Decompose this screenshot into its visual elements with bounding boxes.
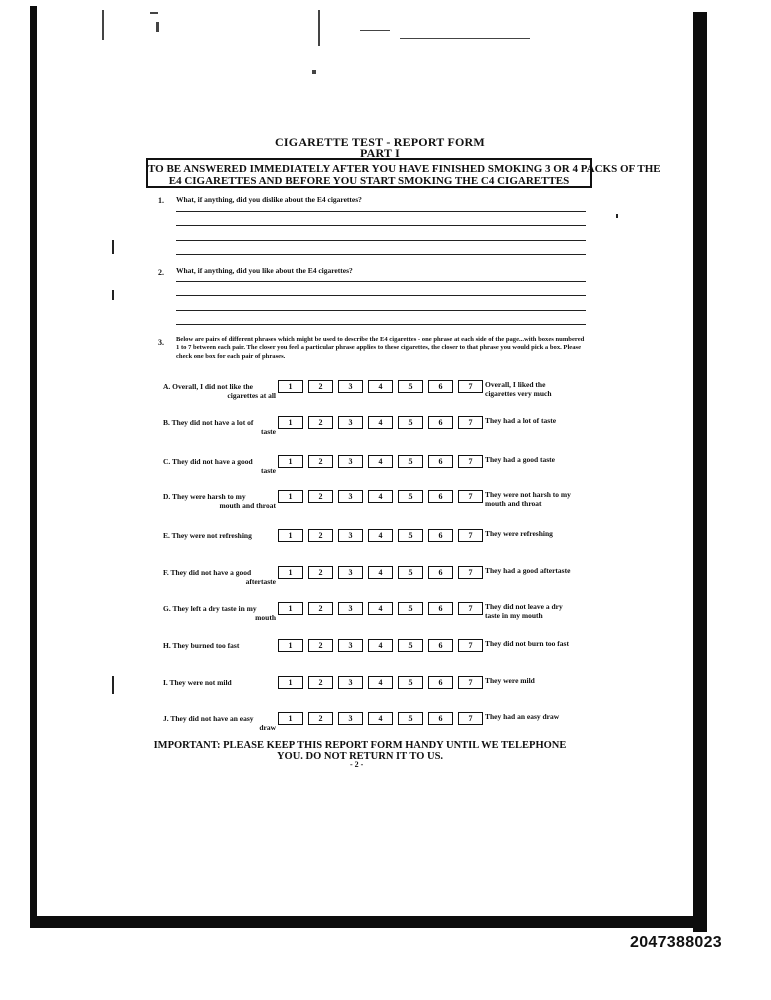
rating-checkbox-4[interactable]: 4 [368, 639, 393, 652]
rating-checkbox-4[interactable]: 4 [368, 602, 393, 615]
rating-scale [278, 490, 486, 508]
rating-checkbox-7[interactable]: 7 [458, 416, 483, 429]
rating-checkbox-7[interactable]: 7 [458, 639, 483, 652]
rating-right-phrase [485, 639, 615, 648]
rating-left-line-1 [163, 568, 251, 577]
rating-left-phrase [160, 712, 278, 736]
rating-left-line-1 [163, 678, 232, 687]
instruction-line-1: TO BE ANSWERED IMMEDIATELY AFTER YOU HAVE FINISHED SMOKING 3 OR 4 PACKS OF THE [148, 163, 661, 175]
answer-line[interactable] [176, 240, 586, 241]
rating-left-line-1 [163, 382, 253, 391]
rating-checkbox-6[interactable]: 6 [428, 566, 453, 579]
rating-checkbox-7[interactable]: 7 [458, 566, 483, 579]
rating-left-line-2: mouth and throat [219, 501, 276, 510]
rating-left-text: They did not have a lot of [171, 418, 254, 427]
rating-left-line-1 [163, 418, 253, 427]
rating-left-line-2: mouth [255, 613, 276, 622]
rating-scale [278, 380, 486, 398]
rating-left-phrase [160, 380, 278, 404]
rating-checkbox-2[interactable]: 2 [308, 490, 333, 503]
rating-left-text: They left a dry taste in my [172, 604, 257, 613]
rating-checkbox-6[interactable]: 6 [428, 416, 453, 429]
rating-left-phrase [160, 566, 278, 590]
rating-row [160, 490, 600, 514]
rating-left-line-2: taste [261, 427, 276, 436]
rating-checkbox-3[interactable]: 3 [338, 416, 363, 429]
rating-right-line-1: Overall, I liked the [485, 380, 546, 389]
rating-scale [278, 602, 486, 620]
footer-line-2: YOU. DO NOT RETURN IT TO US. [276, 751, 444, 762]
rating-left-line-1 [163, 531, 252, 540]
rating-checkbox-7[interactable]: 7 [458, 602, 483, 615]
rating-checkbox-4[interactable]: 4 [368, 712, 393, 725]
rating-right-phrase [485, 529, 615, 538]
rating-left-phrase [160, 416, 278, 440]
answer-line[interactable] [176, 324, 586, 325]
rating-checkbox-7[interactable]: 7 [458, 380, 483, 393]
rating-left-text: They did not have a good [172, 457, 253, 466]
rating-checkbox-3[interactable]: 3 [338, 490, 363, 503]
rating-row [160, 416, 600, 440]
rating-left-line-2: aftertaste [245, 577, 276, 586]
question-2-text: What, if anything, did you like about the E4 cigarettes? [176, 266, 353, 275]
rating-right-phrase [485, 490, 615, 508]
question-2-number: 2. [158, 268, 164, 277]
rating-row [160, 676, 600, 700]
rating-checkbox-5[interactable]: 5 [398, 380, 423, 393]
rating-scale [278, 566, 486, 584]
rating-checkbox-1[interactable]: 1 [278, 490, 303, 503]
rating-left-text: They burned too fast [172, 641, 240, 650]
rating-checkbox-7[interactable]: 7 [458, 490, 483, 503]
rating-checkbox-5[interactable]: 5 [398, 712, 423, 725]
rating-checkbox-6[interactable]: 6 [428, 380, 453, 393]
rating-checkbox-5[interactable]: 5 [398, 602, 423, 615]
rating-right-phrase [485, 566, 615, 575]
rating-letter: B. [163, 418, 170, 427]
rating-row [160, 529, 600, 553]
rating-checkbox-6[interactable]: 6 [428, 529, 453, 542]
rating-checkbox-5[interactable]: 5 [398, 676, 423, 689]
form-title: CIGARETTE TEST - REPORT FORM [275, 135, 485, 149]
scan-border-bottom [30, 916, 707, 928]
rating-checkbox-1[interactable]: 1 [278, 712, 303, 725]
document-id: 2047388023 [630, 934, 722, 951]
rating-letter: H. [163, 641, 171, 650]
rating-checkbox-5[interactable]: 5 [398, 639, 423, 652]
scan-mark [112, 240, 114, 254]
question-1-text: What, if anything, did you dislike about the E4 cigarettes? [176, 195, 362, 204]
instruction-box [146, 158, 661, 188]
rating-right-line-1: They were not harsh to my [485, 490, 571, 499]
rating-letter: C. [163, 457, 171, 466]
rating-checkbox-2[interactable]: 2 [308, 676, 333, 689]
rating-left-line-1 [163, 641, 239, 650]
rating-checkbox-6[interactable]: 6 [428, 490, 453, 503]
question-1-number: 1. [158, 196, 164, 205]
rating-left-phrase [160, 676, 278, 700]
rating-checkbox-7[interactable]: 7 [458, 676, 483, 689]
rating-checkbox-4[interactable]: 4 [368, 566, 393, 579]
rating-checkbox-2[interactable]: 2 [308, 416, 333, 429]
rating-checkbox-3[interactable]: 3 [338, 676, 363, 689]
rating-checkbox-2[interactable]: 2 [308, 380, 333, 393]
rating-checkbox-2[interactable]: 2 [308, 602, 333, 615]
rating-right-phrase [485, 712, 615, 721]
scan-mark [112, 676, 114, 694]
rating-letter: I. [163, 678, 168, 687]
scan-mark [112, 290, 114, 300]
rating-checkbox-1[interactable]: 1 [278, 676, 303, 689]
rating-left-line-2: taste [261, 466, 276, 475]
rating-checkbox-2[interactable]: 2 [308, 712, 333, 725]
rating-checkbox-5[interactable]: 5 [398, 416, 423, 429]
rating-checkbox-2[interactable]: 2 [308, 639, 333, 652]
rating-checkbox-2[interactable]: 2 [308, 529, 333, 542]
rating-letter: G. [163, 604, 171, 613]
footer-notice [150, 740, 570, 762]
rating-letter: A. [163, 382, 171, 391]
rating-left-text: They were not mild [169, 678, 232, 687]
rating-left-phrase [160, 490, 278, 514]
rating-scale [278, 455, 486, 473]
rating-checkbox-1[interactable]: 1 [278, 529, 303, 542]
rating-checkbox-1[interactable]: 1 [278, 566, 303, 579]
scan-border-right [693, 12, 707, 932]
rating-right-line-2: cigarettes very much [485, 389, 552, 398]
question-3-number: 3. [158, 338, 164, 347]
rating-checkbox-5[interactable]: 5 [398, 566, 423, 579]
rating-row [160, 566, 600, 590]
rating-left-line-2: draw [259, 723, 276, 732]
rating-left-line-1 [163, 714, 254, 723]
rating-left-phrase [160, 602, 278, 626]
rating-right-phrase [485, 602, 615, 620]
rating-checkbox-6[interactable]: 6 [428, 676, 453, 689]
answer-line[interactable] [176, 295, 586, 296]
rating-checkbox-4[interactable]: 4 [368, 490, 393, 503]
rating-right-line-1: They had a good taste [485, 455, 556, 464]
rating-checkbox-1[interactable]: 1 [278, 639, 303, 652]
rating-left-text: They were harsh to my [172, 492, 246, 501]
page-number: - 2 - [350, 760, 364, 769]
rating-left-line-1 [163, 492, 246, 501]
rating-left-text: Overall, I did not like the [172, 382, 254, 391]
rating-right-line-1: They were refreshing [485, 529, 553, 538]
rating-left-line-1 [163, 604, 257, 613]
rating-right-phrase [485, 380, 615, 398]
rating-row [160, 380, 600, 404]
answer-line[interactable] [176, 254, 586, 255]
answer-line[interactable] [176, 281, 586, 282]
rating-checkbox-6[interactable]: 6 [428, 639, 453, 652]
rating-scale [278, 712, 486, 730]
rating-left-text: They did not have an easy [170, 714, 254, 723]
answer-line[interactable] [176, 211, 586, 212]
question-3-instructions: Below are pairs of different phrases which might be used to describe the E4 cigarettes - one phrase at each side of the page...with boxes numbered 1 to 7 between each pair. The closer you feel a particular phrase applies to these cigarettes, the closer to that phrase you would pick a box. Please check one box for each pair of phrases. [176, 336, 585, 360]
rating-checkbox-6[interactable]: 6 [428, 455, 453, 468]
rating-left-text: They did not have a good [170, 568, 252, 577]
rating-checkbox-6[interactable]: 6 [428, 602, 453, 615]
rating-checkbox-4[interactable]: 4 [368, 676, 393, 689]
rating-checkbox-4[interactable]: 4 [368, 529, 393, 542]
rating-right-line-2: taste in my mouth [485, 611, 543, 620]
rating-scale [278, 639, 486, 657]
form-part: PART I [359, 146, 400, 160]
rating-checkbox-2[interactable]: 2 [308, 455, 333, 468]
scan-border-left [30, 6, 37, 926]
rating-checkbox-5[interactable]: 5 [398, 490, 423, 503]
rating-checkbox-3[interactable]: 3 [338, 602, 363, 615]
rating-row [160, 455, 600, 479]
footer-line-1: IMPORTANT: PLEASE KEEP THIS REPORT FORM HANDY UNTIL WE TELEPHONE [153, 740, 567, 751]
rating-checkbox-6[interactable]: 6 [428, 712, 453, 725]
rating-letter: E. [163, 531, 170, 540]
instruction-line-2: E4 CIGARETTES AND BEFORE YOU START SMOKING THE C4 CIGARETTES [168, 175, 570, 187]
rating-right-line-1: They had a good aftertaste [485, 566, 571, 575]
rating-checkbox-5[interactable]: 5 [398, 455, 423, 468]
rating-checkbox-3[interactable]: 3 [338, 380, 363, 393]
rating-checkbox-1[interactable]: 1 [278, 602, 303, 615]
rating-scale [278, 529, 486, 547]
rating-right-line-1: They did not burn too fast [485, 639, 569, 648]
rating-checkbox-4[interactable]: 4 [368, 455, 393, 468]
rating-right-phrase [485, 416, 615, 425]
rating-checkbox-3[interactable]: 3 [338, 712, 363, 725]
rating-right-phrase [485, 455, 615, 464]
rating-scale [278, 416, 486, 434]
rating-right-line-1: They did not leave a dry [485, 602, 563, 611]
rating-checkbox-7[interactable]: 7 [458, 712, 483, 725]
rating-checkbox-1[interactable]: 1 [278, 380, 303, 393]
rating-checkbox-1[interactable]: 1 [278, 455, 303, 468]
rating-checkbox-4[interactable]: 4 [368, 416, 393, 429]
scan-mark [616, 214, 618, 218]
rating-right-line-1: They had a lot of taste [485, 416, 557, 425]
rating-row [160, 602, 600, 626]
rating-left-phrase [160, 529, 278, 553]
rating-letter: J. [163, 714, 169, 723]
rating-left-text: They were not refreshing [171, 531, 252, 540]
rating-right-line-2: mouth and throat [485, 499, 542, 508]
rating-checkbox-3[interactable]: 3 [338, 566, 363, 579]
rating-checkbox-1[interactable]: 1 [278, 416, 303, 429]
answer-line[interactable] [176, 225, 586, 226]
rating-left-line-2: cigarettes at all [227, 391, 276, 400]
rating-checkbox-2[interactable]: 2 [308, 566, 333, 579]
rating-checkbox-3[interactable]: 3 [338, 639, 363, 652]
rating-right-phrase [485, 676, 615, 685]
rating-left-line-1 [163, 457, 253, 466]
scan-noise-header [100, 8, 580, 56]
rating-right-line-1: They had an easy draw [485, 712, 560, 721]
rating-checkbox-7[interactable]: 7 [458, 529, 483, 542]
rating-letter: D. [163, 492, 171, 501]
rating-row [160, 712, 600, 736]
rating-row [160, 639, 600, 663]
rating-letter: F. [163, 568, 169, 577]
rating-scale [278, 676, 486, 694]
rating-checkbox-3[interactable]: 3 [338, 455, 363, 468]
rating-checkbox-7[interactable]: 7 [458, 455, 483, 468]
answer-line[interactable] [176, 310, 586, 311]
rating-checkbox-4[interactable]: 4 [368, 380, 393, 393]
rating-left-phrase [160, 455, 278, 479]
rating-checkbox-3[interactable]: 3 [338, 529, 363, 542]
rating-right-line-1: They were mild [485, 676, 535, 685]
rating-checkbox-5[interactable]: 5 [398, 529, 423, 542]
rating-left-phrase [160, 639, 278, 663]
